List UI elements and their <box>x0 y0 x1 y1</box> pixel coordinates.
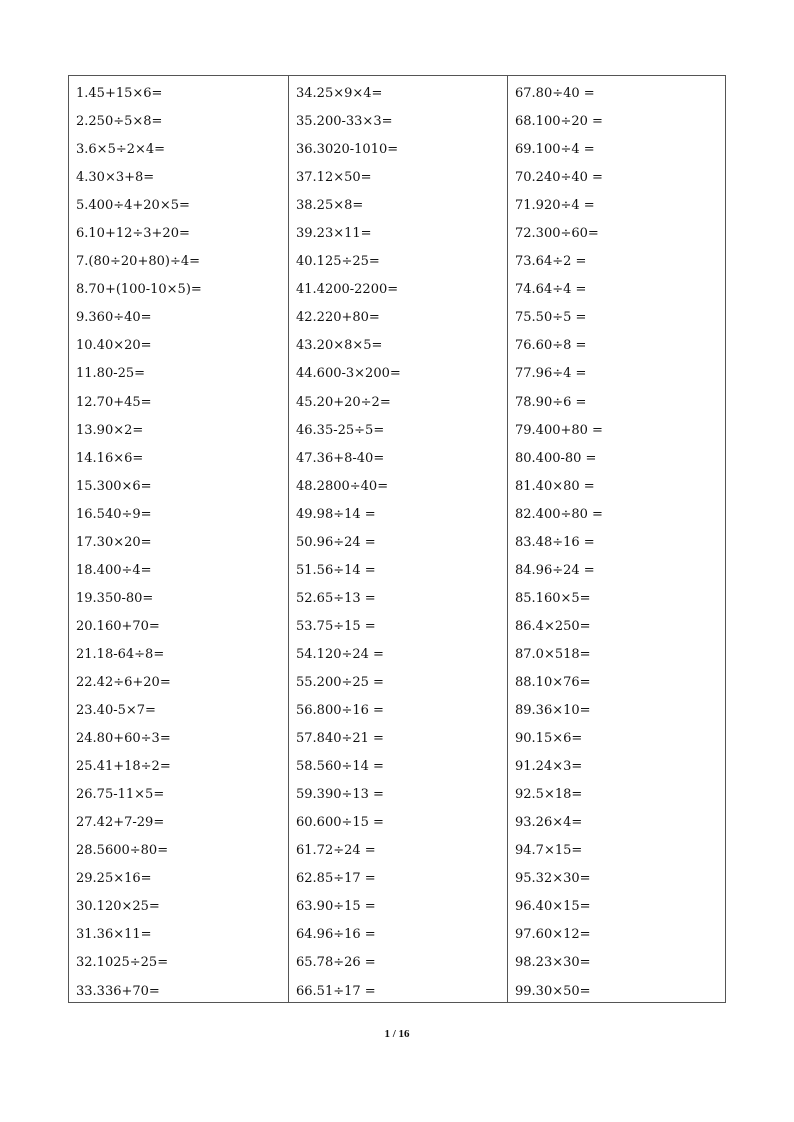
problem-item: 98.23×30= <box>515 955 591 971</box>
problem-item: 47.36+8-40= <box>296 450 385 466</box>
page-number: 1 / 16 <box>384 1028 410 1040</box>
problem-item: 24.80+60÷3= <box>76 731 171 747</box>
problem-item: 31.36×11= <box>76 927 152 943</box>
problem-item: 67.80÷40 = <box>515 86 595 101</box>
problem-item: 81.40×80 = <box>515 478 595 494</box>
problem-item: 70.240÷40 = <box>515 170 603 186</box>
problem-item: 56.800÷16 = <box>296 703 384 719</box>
problem-item: 59.390÷13 = <box>296 787 384 803</box>
problem-item: 65.78÷26 = <box>296 955 376 971</box>
problem-item: 25.41+18÷2= <box>76 759 171 775</box>
problem-item: 46.35-25÷5= <box>296 422 385 438</box>
problem-item: 36.3020-1010= <box>296 142 399 158</box>
problem-item: 40.125÷25= <box>296 254 380 270</box>
problem-item: 99.30×50= <box>515 983 591 999</box>
problem-item: 13.90×2= <box>76 422 144 438</box>
problem-item: 33.336+70= <box>76 983 160 999</box>
problem-item: 61.72÷24 = <box>296 843 376 859</box>
problem-item: 27.42+7-29= <box>76 815 165 831</box>
problem-item: 3.6×5÷2×4= <box>76 142 166 158</box>
problem-item: 50.96÷24 = <box>296 534 376 550</box>
problem-item: 87.0×518= <box>515 646 591 662</box>
problem-item: 34.25×9×4= <box>296 86 383 101</box>
problem-item: 19.350-80= <box>76 590 154 606</box>
problem-item: 63.90÷15 = <box>296 899 376 915</box>
problem-item: 45.20+20÷2= <box>296 394 391 410</box>
problem-item: 51.56÷14 = <box>296 562 376 578</box>
problem-item: 97.60×12= <box>515 927 591 943</box>
problem-item: 71.920÷4 = <box>515 198 595 214</box>
problem-item: 80.400-80 = <box>515 450 597 466</box>
problem-item: 9.360÷40= <box>76 310 152 326</box>
problem-item: 74.64÷4 = <box>515 282 587 298</box>
problem-item: 78.90÷6 = <box>515 394 587 410</box>
problem-item: 11.80-25= <box>76 366 146 382</box>
problem-item: 55.200÷25 = <box>296 674 384 690</box>
problem-column-3 <box>507 76 725 1002</box>
problem-item: 41.4200-2200= <box>296 282 399 298</box>
problem-item: 10.40×20= <box>76 338 152 354</box>
problem-item: 54.120÷24 = <box>296 646 384 662</box>
problem-item: 14.16×6= <box>76 450 144 466</box>
problem-item: 83.48÷16 = <box>515 534 595 550</box>
problem-item: 26.75-11×5= <box>76 787 165 803</box>
problem-item: 35.200-33×3= <box>296 114 393 130</box>
arithmetic-problem-table <box>68 75 726 1003</box>
problem-item: 28.5600÷80= <box>76 843 169 859</box>
problem-item: 30.120×25= <box>76 899 160 915</box>
problem-item: 79.400+80 = <box>515 422 603 438</box>
problem-item: 12.70+45= <box>76 394 152 410</box>
problem-item: 18.400÷4= <box>76 562 152 578</box>
problem-item: 96.40×15= <box>515 899 591 915</box>
problem-item: 5.400÷4+20×5= <box>76 198 190 214</box>
problem-item: 58.560÷14 = <box>296 759 384 775</box>
problem-item: 92.5×18= <box>515 787 583 803</box>
problem-item: 84.96÷24 = <box>515 562 595 578</box>
problem-item: 60.600÷15 = <box>296 815 384 831</box>
problem-item: 90.15×6= <box>515 731 583 747</box>
problem-item: 95.32×30= <box>515 871 591 887</box>
problem-item: 68.100÷20 = <box>515 114 603 130</box>
problem-item: 94.7×15= <box>515 843 583 859</box>
problem-item: 89.36×10= <box>515 703 591 719</box>
problem-item: 66.51÷17 = <box>296 983 376 999</box>
problem-item: 64.96÷16 = <box>296 927 376 943</box>
problem-item: 42.220+80= <box>296 310 380 326</box>
problem-item: 82.400÷80 = <box>515 506 603 522</box>
problem-item: 22.42÷6+20= <box>76 674 171 690</box>
problem-item: 52.65÷13 = <box>296 590 376 606</box>
problem-item: 85.160×5= <box>515 590 591 606</box>
problem-item: 93.26×4= <box>515 815 583 831</box>
problem-item: 43.20×8×5= <box>296 338 383 354</box>
problem-item: 29.25×16= <box>76 871 152 887</box>
problem-item: 23.40-5×7= <box>76 703 156 719</box>
problem-item: 15.300×6= <box>76 478 152 494</box>
problem-item: 86.4×250= <box>515 618 591 634</box>
problem-item: 44.600-3×200= <box>296 366 401 382</box>
problem-item: 72.300÷60= <box>515 226 599 242</box>
problem-item: 53.75÷15 = <box>296 618 376 634</box>
problem-item: 75.50÷5 = <box>515 310 587 326</box>
problem-item: 49.98÷14 = <box>296 506 376 522</box>
problem-column-2 <box>288 76 507 1002</box>
problem-item: 73.64÷2 = <box>515 254 587 270</box>
problem-item: 77.96÷4 = <box>515 366 587 382</box>
problem-item: 17.30×20= <box>76 534 152 550</box>
problem-item: 91.24×3= <box>515 759 583 775</box>
problem-item: 62.85÷17 = <box>296 871 376 887</box>
problem-item: 2.250÷5×8= <box>76 114 163 130</box>
problem-item: 16.540÷9= <box>76 506 152 522</box>
problem-item: 1.45+15×6= <box>76 86 163 101</box>
problem-item: 32.1025÷25= <box>76 955 169 971</box>
problem-item: 37.12×50= <box>296 170 372 186</box>
problem-item: 57.840÷21 = <box>296 731 384 747</box>
problem-item: 20.160+70= <box>76 618 160 634</box>
problem-item: 7.(80÷20+80)÷4= <box>76 254 201 270</box>
problem-item: 69.100÷4 = <box>515 142 595 158</box>
problem-item: 88.10×76= <box>515 674 591 690</box>
problem-item: 48.2800÷40= <box>296 478 389 494</box>
problem-item: 6.10+12÷3+20= <box>76 226 190 242</box>
problem-column-1 <box>69 76 288 1002</box>
problem-item: 21.18-64÷8= <box>76 646 165 662</box>
problem-item: 39.23×11= <box>296 226 372 242</box>
problem-item: 8.70+(100-10×5)= <box>76 282 202 298</box>
problem-item: 38.25×8= <box>296 198 364 214</box>
problem-item: 4.30×3+8= <box>76 170 155 186</box>
problem-item: 76.60÷8 = <box>515 338 587 354</box>
